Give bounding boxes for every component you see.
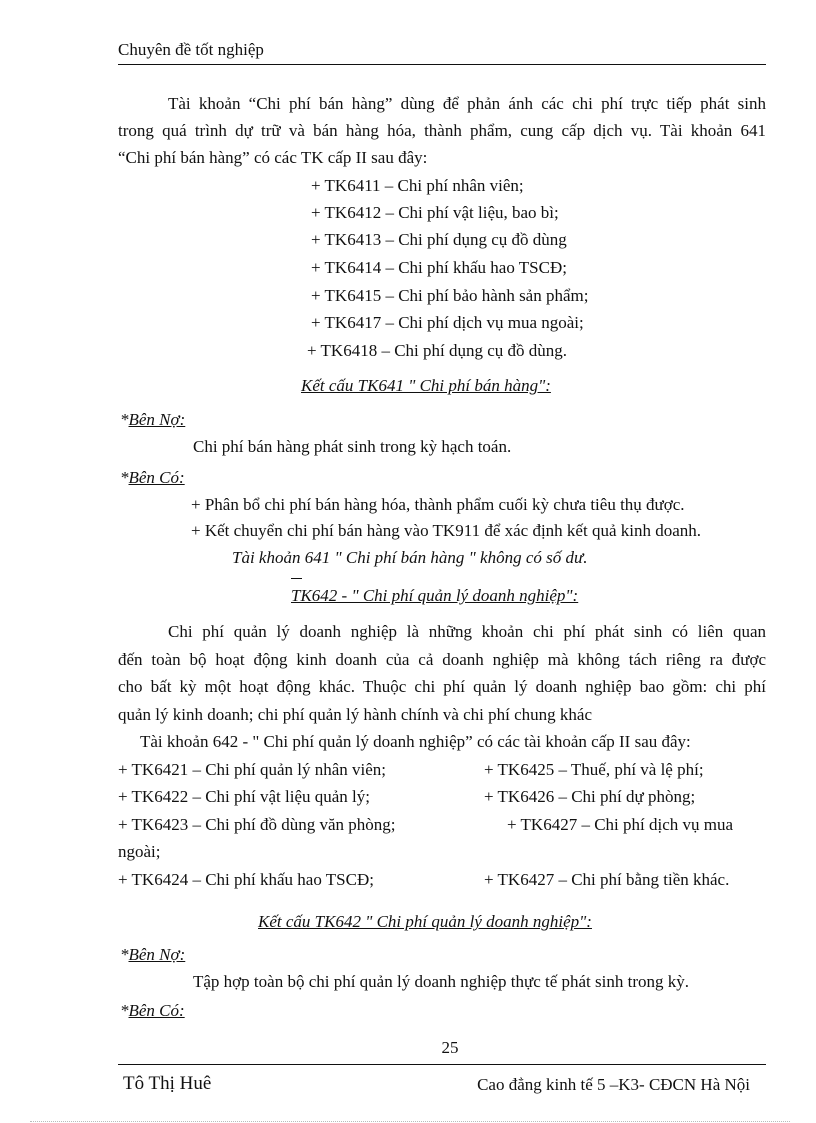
header-rule (118, 64, 766, 65)
tk642-right-item: + TK6426 – Chi phí dự phòng; (484, 787, 696, 806)
footer-school: Cao đẳng kinh tế 5 –K3- CĐCN Hà Nội (477, 1075, 750, 1094)
ben-co-642-label: *Bên Có: (120, 1001, 185, 1020)
ben-no-641-text: Chi phí bán hàng phát sinh trong kỳ hạch toán. (193, 437, 512, 456)
ben-no-642-text: Tập hợp toàn bộ chi phí quản lý doanh nghiệp thực tế phát sinh trong kỳ. (193, 972, 690, 991)
ben-co-641-item-2: + Kết chuyển chi phí bán hàng vào TK911 để xác định kết quả kinh doanh. (191, 521, 702, 540)
tk642-para-line-3: cho bất kỳ một hoạt động khác. Thuộc chi phí quản lý doanh nghiệp bao gồm: chi phí (118, 677, 766, 696)
ben-co-641-label: *Bên Có: (120, 468, 185, 487)
ben-co-641-item-1: + Phân bổ chi phí bán hàng hóa, thành phẩm cuối kỳ chưa tiêu thụ được. (191, 495, 685, 514)
ben-no-641-label: *Bên Nợ: (120, 410, 186, 429)
tk642-para-line-4: quản lý kinh doanh; chi phí quản lý hành chính và chi phí chung khác (118, 705, 593, 724)
header-title: Chuyên đề tốt nghiệp (118, 40, 264, 59)
page-number: 25 (441, 1038, 459, 1057)
tk642-left-item: + TK6421 – Chi phí quản lý nhân viên; (118, 760, 387, 779)
tk641-item: + TK6418 – Chi phí dụng cụ đồ dùng. (307, 341, 568, 360)
footer-author: Tô Thị Huê (123, 1073, 212, 1094)
tk642-right-item: + TK6427 – Chi phí bằng tiền khác. (484, 870, 730, 889)
intro-line-1: Tài khoản “Chi phí bán hàng” dùng để phản ánh các chi phí trực tiếp phát sinh (168, 94, 766, 113)
tk642-intro: Tài khoản 642 - " Chi phí quản lý doanh nghiệp” có các tài khoản cấp II sau đây: (140, 732, 691, 751)
tk642-para-line-1: Chi phí quản lý doanh nghiệp là những khoản chi phí phát sinh có liên quan (168, 622, 766, 641)
tk642-wrap-text: ngoài; (118, 842, 161, 861)
tk641-item: + TK6412 – Chi phí vật liệu, bao bì; (311, 203, 559, 222)
tk642-para-line-2: đến toàn bộ hoạt động kinh doanh của cả doanh nghiệp mà không tách riêng ra được (118, 650, 766, 669)
ben-no-label-text: Bên Nợ: (128, 945, 186, 964)
ben-no-label-text: Bên Nợ: (128, 410, 186, 429)
tk641-item: + TK6415 – Chi phí bảo hành sản phẩm; (311, 286, 589, 305)
footer-rule (118, 1064, 766, 1065)
ket-cau-642-heading: Kết cấu TK642 " Chi phí quản lý doanh nghiệp": (258, 912, 592, 931)
tk641-note: Tài khoản 641 " Chi phí bán hàng " không có số dư. (232, 548, 588, 567)
tk641-item: + TK6414 – Chi phí khấu hao TSCĐ; (311, 258, 567, 277)
tk642-heading: TK642 - " Chi phí quản lý doanh nghiệp": (291, 586, 579, 605)
ben-co-label-text: Bên Có: (128, 1001, 185, 1020)
tk642-right-item: + TK6425 – Thuế, phí và lệ phí; (484, 760, 704, 779)
intro-line-2: trong quá trình dự trữ và bán hàng hóa, thành phẩm, cung cấp dịch vụ. Tài khoản 641 (118, 121, 766, 140)
ben-no-642-label: *Bên Nợ: (120, 945, 186, 964)
page-edge-dots (30, 1121, 790, 1122)
tk642-left-item: + TK6423 – Chi phí đồ dùng văn phòng; (118, 815, 396, 834)
overline-mark (291, 578, 302, 579)
tk642-left-item: + TK6424 – Chi phí khấu hao TSCĐ; (118, 870, 374, 889)
ket-cau-641-heading: Kết cấu TK641 " Chi phí bán hàng": (301, 376, 551, 395)
tk641-item: + TK6411 – Chi phí nhân viên; (311, 176, 524, 195)
tk641-item: + TK6417 – Chi phí dịch vụ mua ngoài; (311, 313, 584, 332)
intro-line-3: “Chi phí bán hàng” có các TK cấp II sau đây: (118, 148, 428, 167)
tk642-left-item: + TK6422 – Chi phí vật liệu quản lý; (118, 787, 370, 806)
tk641-item: + TK6413 – Chi phí dụng cụ đồ dùng (311, 230, 567, 249)
tk642-right-item: + TK6427 – Chi phí dịch vụ mua (507, 815, 734, 834)
ben-co-label-text: Bên Có: (128, 468, 185, 487)
